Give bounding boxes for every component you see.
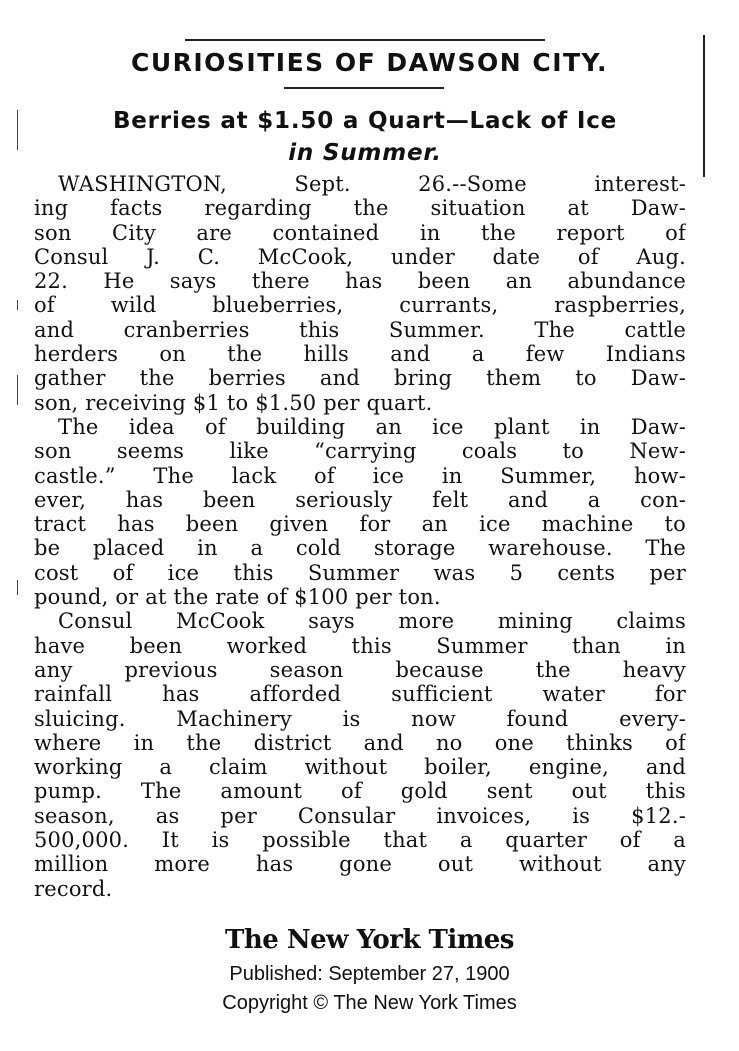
copyright-notice: Copyright © The New York Times	[222, 992, 517, 1014]
subheadline	[20, 105, 710, 169]
margin-mark	[17, 300, 18, 310]
text-line: record.	[34, 876, 113, 901]
text-line: cost of ice this Summer was 5 cents per	[34, 560, 686, 585]
text-line: 22. He says there has been an abundance	[34, 269, 686, 294]
text-line: Consul McCook says more mining claims	[58, 609, 686, 634]
text-line: of wild blueberries, currants, raspberries,	[34, 293, 686, 318]
text-line: tract has been given for an ice machine to	[34, 512, 686, 537]
text-line: sluicing. Machinery is now found every-	[34, 706, 686, 731]
text-line: castle.” The lack of ice in Summer, how-	[34, 463, 686, 488]
text-line: ing facts regarding the situation at Daw-	[34, 196, 686, 221]
text-line: The idea of building an ice plant in Daw-	[58, 414, 686, 439]
margin-mark	[17, 375, 18, 405]
text-line: son, receiving $1 to $1.50 per quart.	[34, 390, 433, 415]
text-line: son seems like “carrying coals to New-	[34, 439, 686, 464]
nyt-masthead-logo: The New York Times	[225, 925, 514, 955]
text-line: pound, or at the rate of $100 per ton.	[34, 585, 441, 610]
text-line: season, as per Consular invoices, is $12.-	[34, 803, 686, 828]
published-date: Published: September 27, 1900	[229, 963, 510, 985]
text-line: rainfall has afforded sufficient water for	[34, 682, 686, 707]
text-line: Consul J. C. McCook, under date of Aug.	[34, 244, 686, 269]
subhead-line-1: Berries at $1.50 a Quart—Lack of Ice	[112, 108, 618, 134]
text-line: herders on the hills and a few Indians	[34, 342, 686, 367]
text-line: ever, has been seriously felt and a con-	[34, 487, 686, 512]
text-line: million more has gone out without any	[34, 852, 686, 877]
text-line: 500,000. It is possible that a quarter of a	[34, 828, 686, 853]
headline: CURIOSITIES OF DAWSON CITY.	[130, 48, 609, 77]
text-line: pump. The amount of gold sent out this	[34, 779, 686, 804]
text-line: any previous season because the heavy	[34, 657, 686, 682]
text-line: where in the district and no one thinks of	[34, 730, 686, 755]
subhead-line-2: in Summer.	[288, 140, 442, 166]
margin-mark	[17, 110, 18, 150]
text-line: WASHINGTON, Sept. 26.--Some interest-	[58, 172, 686, 196]
footer	[0, 925, 739, 1015]
text-line: be placed in a cold storage warehouse. The	[34, 536, 686, 561]
text-line: working a claim without boiler, engine, and	[34, 755, 686, 780]
top-rule	[185, 39, 545, 41]
text-line: son City are contained in the report of	[34, 220, 686, 245]
text-line: have been worked this Summer than in	[34, 633, 686, 658]
margin-mark	[17, 580, 18, 595]
text-line: gather the berries and bring them to Daw-	[34, 366, 686, 391]
article-body	[34, 172, 686, 901]
text-line: and cranberries this Summer. The cattle	[34, 317, 686, 342]
divider-rule	[284, 87, 444, 89]
